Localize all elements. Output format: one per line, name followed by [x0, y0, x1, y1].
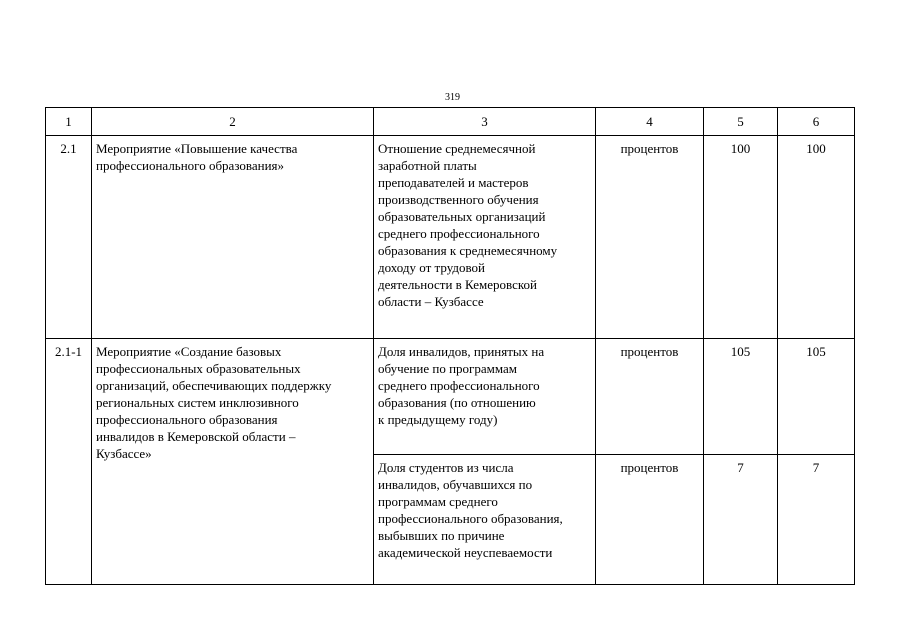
event-name: Мероприятие «Создание базовых профессиональных образовательных организаций, обеспечивающих поддержку региональных систем инклюзивного профессионального образования инвалидов в Кемеровской области – Кузбассе»	[92, 339, 374, 585]
header-cell-5: 5	[704, 108, 778, 136]
indicator-name: Отношение среднемесячной заработной платы преподавателей и мастеров производственного обучения образовательных организаций среднего профессионального образования к среднемесячному доходу от трудовой деятельности в Кемеровской области – Кузбассе	[374, 136, 596, 339]
header-cell-4: 4	[596, 108, 704, 136]
indicators-table	[45, 107, 855, 585]
value-col5: 105	[704, 339, 778, 455]
unit-cell: процентов	[596, 339, 704, 455]
value-col6: 7	[778, 455, 855, 585]
page-number: 319	[445, 92, 460, 103]
row-number: 2.1-1	[46, 339, 92, 585]
value-col6: 100	[778, 136, 855, 339]
header-cell-2: 2	[92, 108, 374, 136]
indicator-name: Доля студентов из числа инвалидов, обучавшихся по программам среднего профессионального образования, выбывших по причине академической неуспеваемости	[374, 455, 596, 585]
table-row	[46, 339, 855, 455]
header-cell-3: 3	[374, 108, 596, 136]
value-col5: 7	[704, 455, 778, 585]
row-number: 2.1	[46, 136, 92, 339]
unit-cell: процентов	[596, 455, 704, 585]
event-name: Мероприятие «Повышение качества профессионального образования»	[92, 136, 374, 339]
value-col6: 105	[778, 339, 855, 455]
table-row	[46, 136, 855, 339]
unit-cell: процентов	[596, 136, 704, 339]
header-cell-1: 1	[46, 108, 92, 136]
header-cell-6: 6	[778, 108, 855, 136]
table-header-row	[46, 108, 855, 136]
value-col5: 100	[704, 136, 778, 339]
indicator-name: Доля инвалидов, принятых на обучение по программам среднего профессионального образования (по отношению к предыдущему году)	[374, 339, 596, 455]
